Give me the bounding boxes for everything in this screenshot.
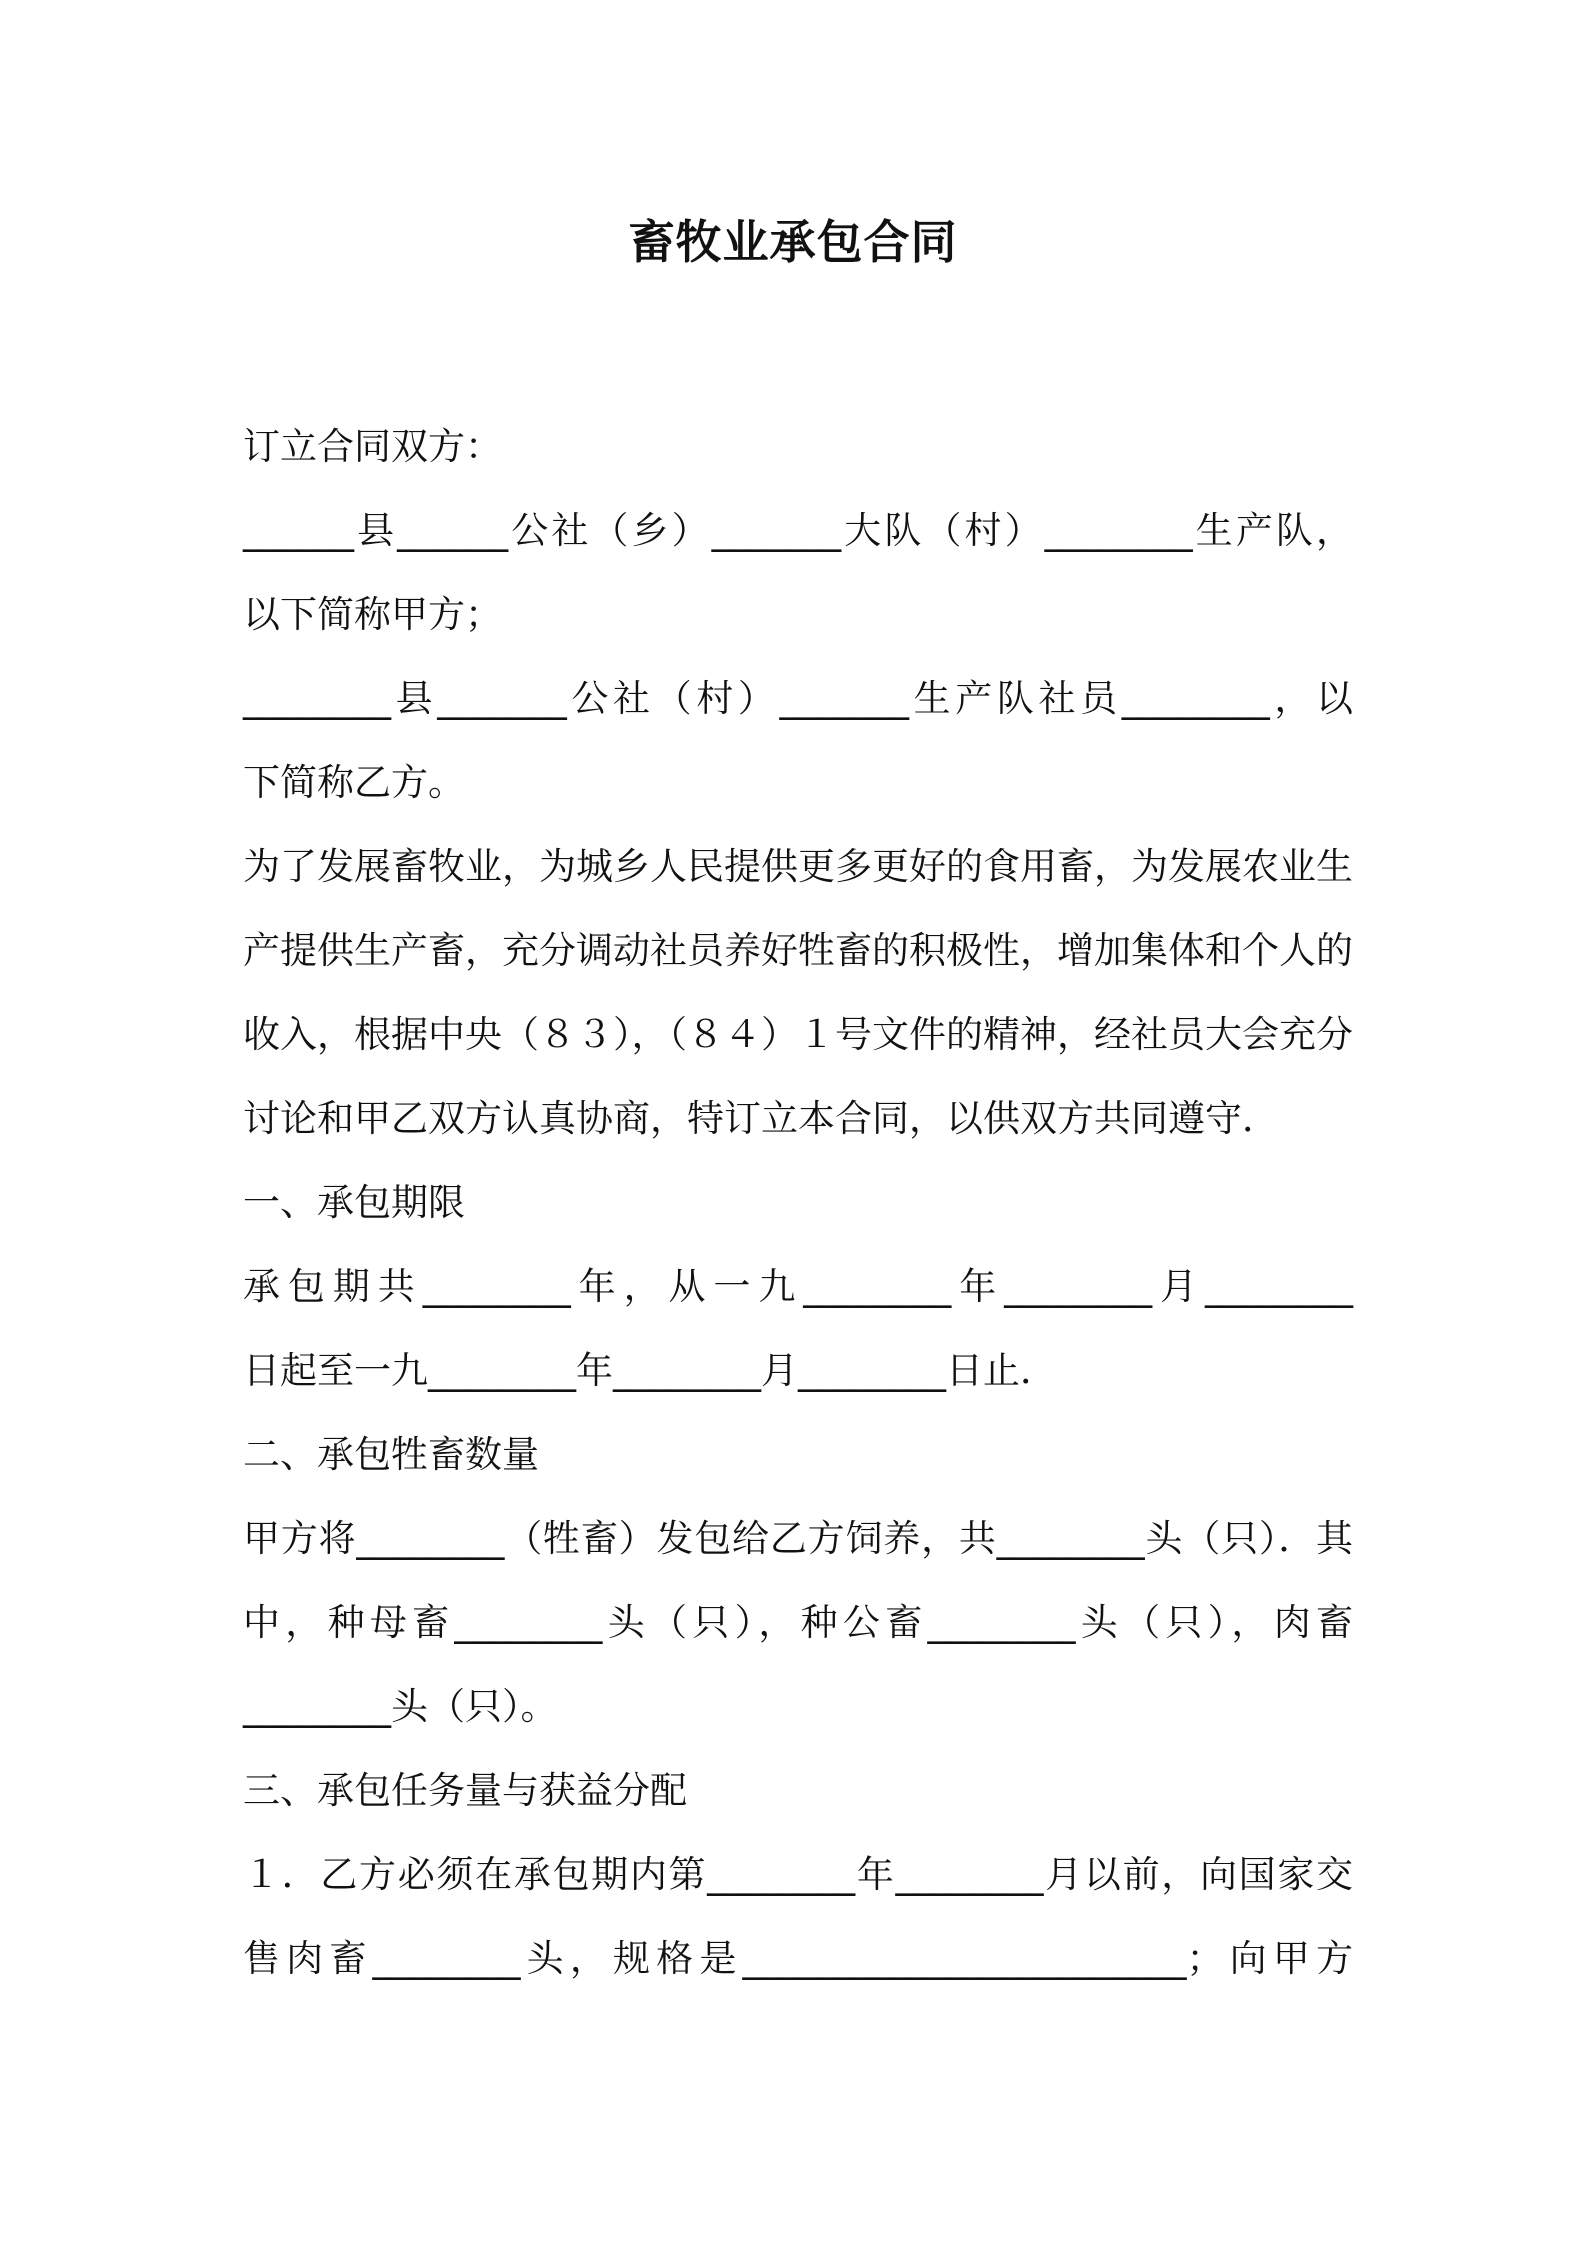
party-a-line-end: 以下简称甲方； [243,593,502,636]
section-heading-tasks: 三、承包任务量与获益分配 [243,1769,687,1812]
section-heading-livestock: 二、承包牲畜数量 [243,1433,539,1476]
party-b-line: ________县_______公社（村）_______生产队社员________，以 [243,677,1353,720]
livestock-line-end: ________头（只）。 [243,1685,558,1728]
preamble-line: 收入，根据中央（８３），（８４）１号文件的精神，经社员大会充分 [243,1013,1353,1056]
section-heading-term: 一、承包期限 [243,1181,465,1224]
livestock-line: 中，种母畜________头（只），种公畜________头（只），肉畜 [243,1601,1353,1644]
document-body [243,405,1353,2001]
livestock-line: 甲方将________（牲畜）发包给乙方饲养，共________头（只）．其 [243,1517,1353,1560]
tasks-line: １．乙方必须在承包期内第________年________月以前，向国家交 [243,1853,1353,1896]
party-a-line: ______县______公社（乡）_______大队（村）________生产队， [243,509,1353,552]
preamble-line-end: 讨论和甲乙双方认真协商，特订立本合同，以供双方共同遵守． [243,1097,1279,1140]
term-line: 承包期共________年，从一九________年________月________ [243,1265,1353,1308]
parties-heading: 订立合同双方： [243,425,502,468]
preamble-line: 为了发展畜牧业，为城乡人民提供更多更好的食用畜，为发展农业生 [243,845,1353,888]
page-title: 畜牧业承包合同 [628,215,958,269]
party-b-line-end: 下简称乙方。 [243,761,465,804]
preamble-line: 产提供生产畜，充分调动社员养好牲畜的积极性，增加集体和个人的 [243,929,1353,972]
term-line-end: 日起至一九________年________月________日止． [243,1349,1057,1392]
tasks-line: 售肉畜________头，规格是________________________；向甲方 [243,1937,1353,1980]
